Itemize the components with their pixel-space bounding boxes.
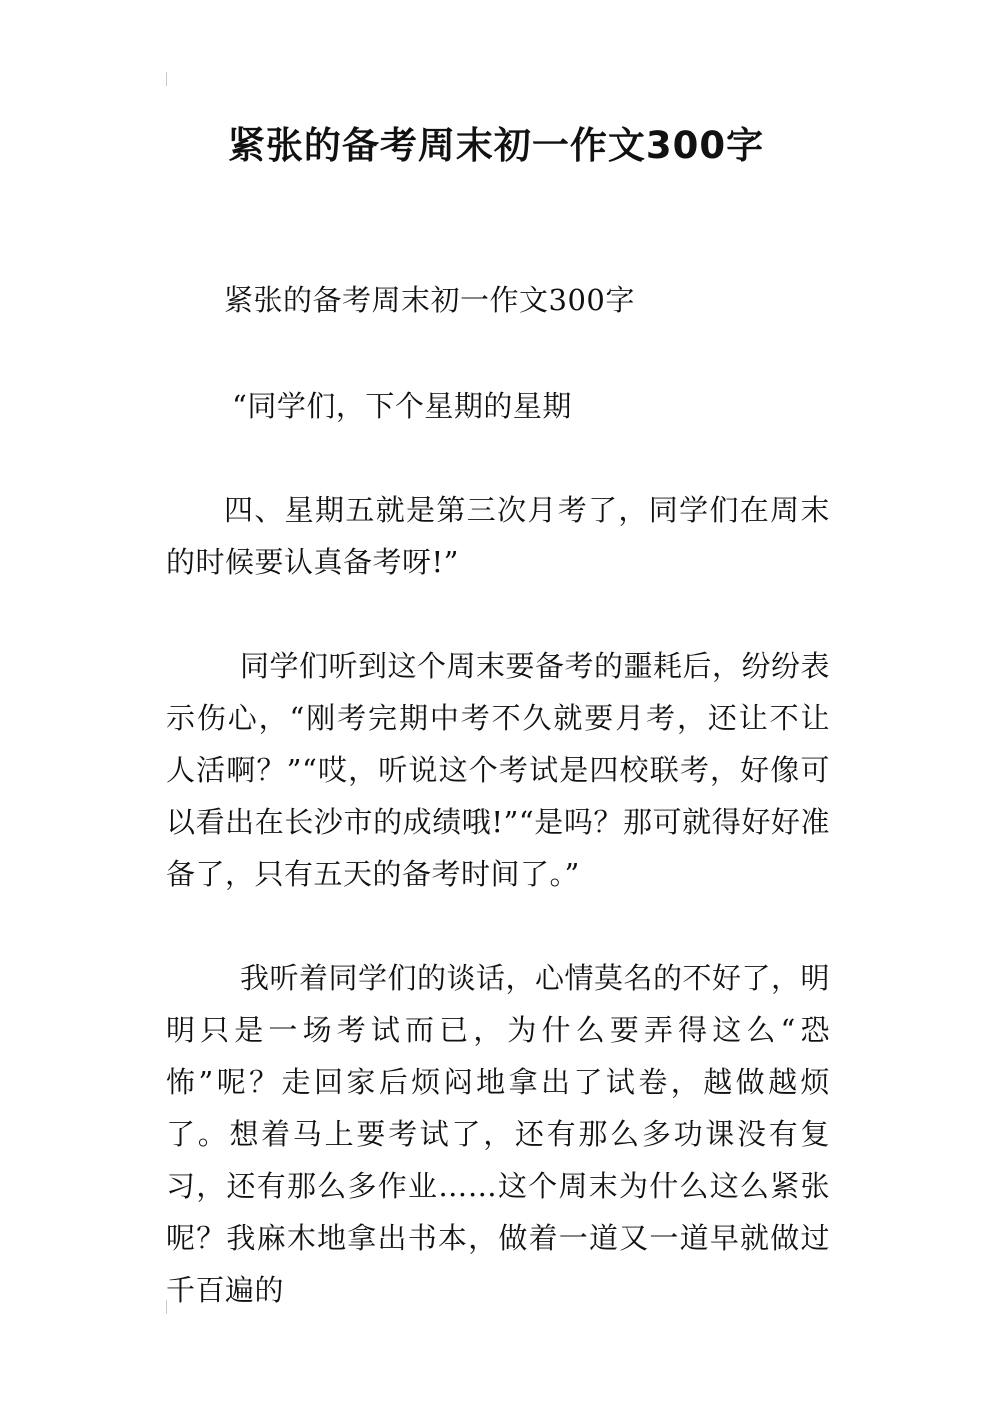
document-body (166, 274, 830, 1368)
document-subtitle: 紧张的备考周末初一作文300字 (224, 283, 635, 317)
paragraph-3: 同学们听到这个周末要备考的噩耗后，纷纷表示伤心，“刚考完期中考不久就要月考，还让不让人活啊？”“哎，听说这个考试是四校联考，好像可以看出在长沙市的成绩哦!”“是吗？那可就得好好准备了，只有五天的备考时间了。” (166, 649, 831, 891)
crop-mark-top (166, 72, 167, 86)
paragraph-1: “同学们，下个星期的星期 (232, 389, 572, 423)
paragraph-4: 我听着同学们的谈话，心情莫名的不好了，明明只是一场考试而已，为什么要弄得这么“恐怖”呢？走回家后烦闷地拿出了试卷，越做越烦了。想着马上要考试了，还有那么多功课没有复习，还有那么多作业……这个周末为什么这么紧张呢？我麻木地拿出书本，做着一道又一道早就做过千百遍的 (166, 961, 831, 1307)
paragraph-2: 四、星期五就是第三次月考了，同学们在周末的时候要认真备考呀!” (166, 493, 830, 579)
document-title: 紧张的备考周末初一作文300字 (227, 124, 765, 167)
